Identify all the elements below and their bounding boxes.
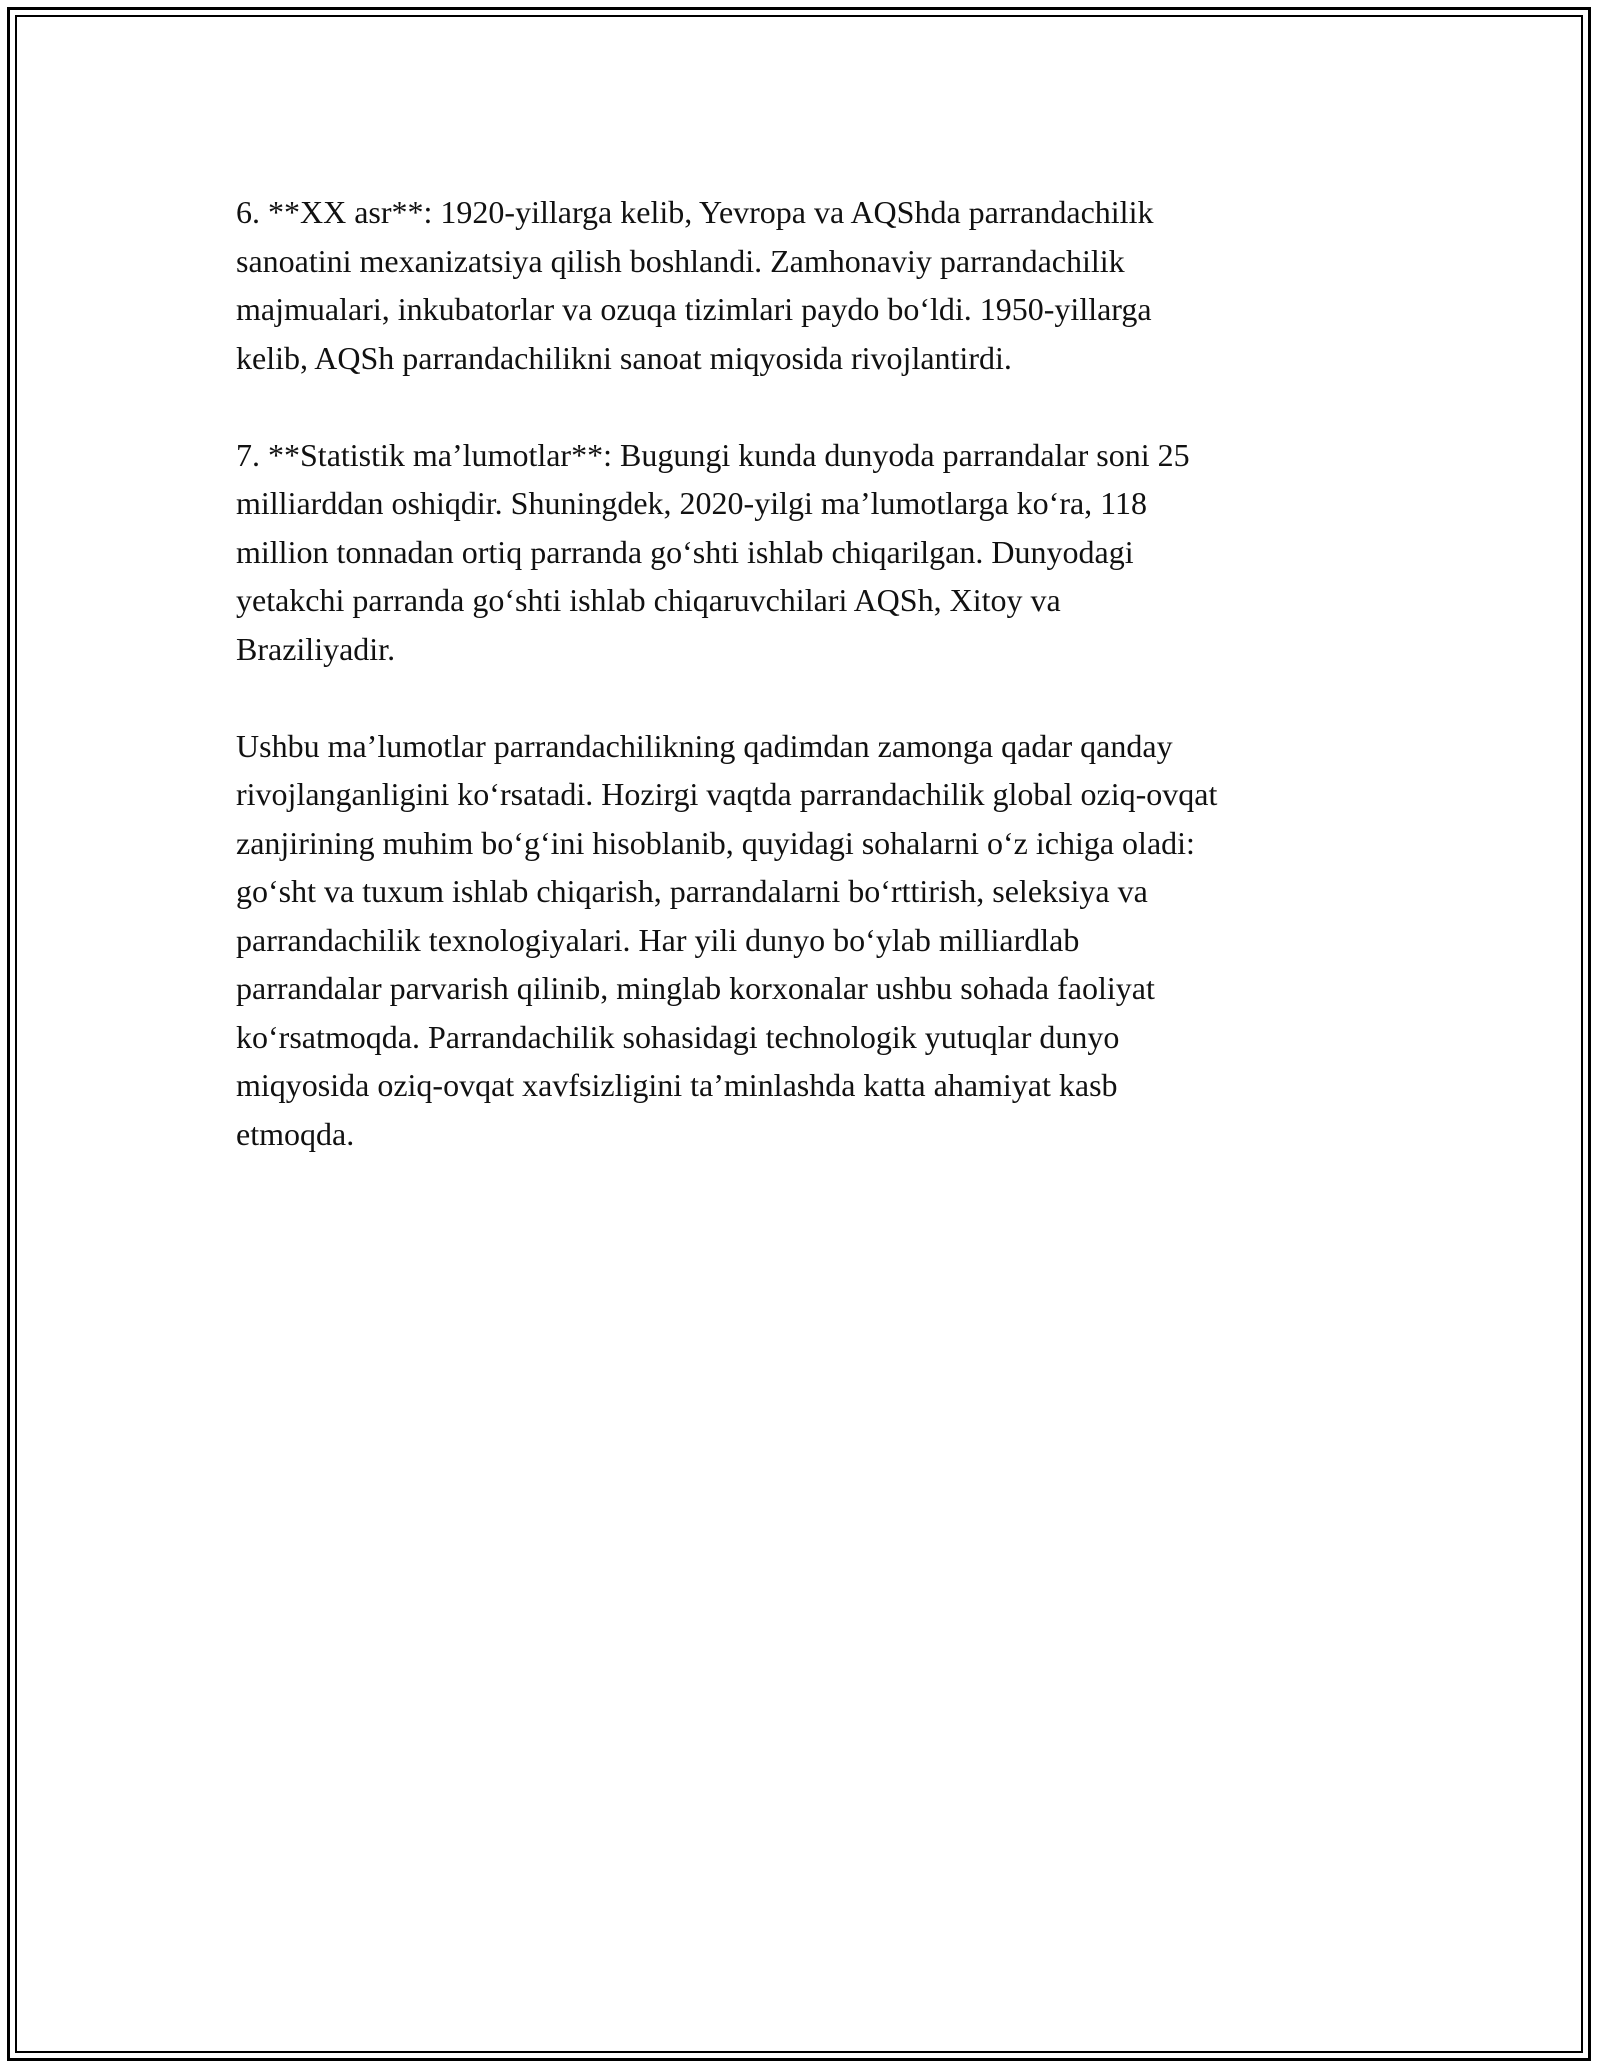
paragraph-xx-century — [236, 188, 1386, 382]
text-line: miqyosida oziq-ovqat xavfsizligini ta’minlashda katta ahamiyat kasb — [236, 1067, 1118, 1103]
text-line: yetakchi parranda go‘shti ishlab chiqaruvchilari AQSh, Xitoy va — [236, 582, 1061, 618]
text-line: majmualari, inkubatorlar va ozuqa tizimlari paydo bo‘ldi. 1950-yillarga — [236, 291, 1152, 327]
text-line: ko‘rsatmoqda. Parrandachilik sohasidagi technologik yutuqlar dunyo — [236, 1018, 1120, 1055]
text-line: etmoqda. — [236, 1115, 355, 1152]
text-line: million tonnadan ortiq parranda go‘shti ishlab chiqarilgan. Dunyodagi — [236, 533, 1134, 570]
paragraph-conclusion — [236, 722, 1386, 1159]
text-line: kelib, AQSh parrandachilikni sanoat miqyosida rivojlantirdi. — [236, 339, 1012, 376]
document-body — [236, 188, 1386, 1207]
text-line: Ushbu ma’lumotlar parrandachilikning qadimdan zamonga qadar qanday — [236, 727, 1173, 764]
text-line: rivojlanganligini ko‘rsatadi. Hozirgi vaqtda parrandachilik global oziq-ovqat — [236, 776, 1218, 812]
text-line: 6. **XX asr**: 1920-yillarga kelib, Yevropa va AQShda parrandachilik — [236, 194, 1154, 230]
text-line: milliarddan oshiqdir. Shuningdek, 2020-yilgi ma’lumotlarga ko‘ra, 118 — [236, 485, 1147, 521]
text-line: Braziliyadir. — [236, 630, 396, 667]
paragraph-statistics — [236, 431, 1386, 674]
text-line: 7. **Statistik ma’lumotlar**: Bugungi kunda dunyoda parrandalar soni 25 — [236, 436, 1190, 473]
text-line: parrandachilik texnologiyalari. Har yili dunyo bo‘ylab milliardlab — [236, 921, 1080, 958]
text-line: sanoatini mexanizatsiya qilish boshlandi. Zamhonaviy parrandachilik — [236, 242, 1125, 279]
text-line: parrandalar parvarish qilinib, minglab korxonalar ushbu sohada faoliyat — [236, 970, 1155, 1006]
text-line: go‘sht va tuxum ishlab chiqarish, parrandalarni bo‘rttirish, seleksiya va — [236, 873, 1148, 909]
text-line: zanjirining muhim bo‘g‘ini hisoblanib, quyidagi sohalarni o‘z ichiga oladi: — [236, 824, 1195, 861]
